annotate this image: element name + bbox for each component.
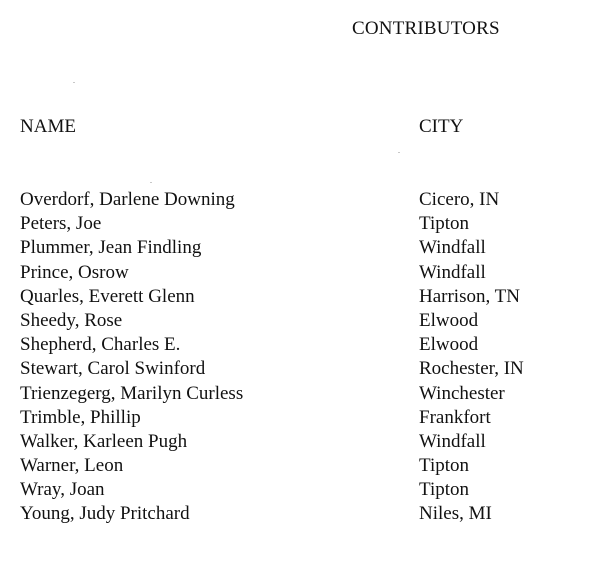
contributor-city: Frankfort <box>419 406 491 428</box>
contributor-name: Stewart, Carol Swinford <box>20 358 206 380</box>
contributor-row <box>0 309 600 333</box>
contributor-row <box>0 188 600 212</box>
contributor-city: Elwood <box>419 309 479 331</box>
contributor-name: Prince, Osrow <box>20 261 129 283</box>
contributor-row <box>0 382 600 406</box>
contributor-row <box>0 333 600 357</box>
scan-speck <box>150 182 152 183</box>
contributor-row <box>0 212 600 236</box>
contributors-list <box>0 188 600 527</box>
contributor-row <box>0 357 600 381</box>
contributor-name: Sheedy, Rose <box>20 309 123 331</box>
contributor-city: Niles, MI <box>419 503 492 525</box>
contributor-row <box>0 478 600 502</box>
contributor-name: Plummer, Jean Findling <box>20 237 202 259</box>
contributor-row <box>0 236 600 260</box>
contributor-row <box>0 454 600 478</box>
contributor-name: Overdorf, Darlene Downing <box>20 189 235 210</box>
contributor-row <box>0 406 600 430</box>
contributor-row <box>0 285 600 309</box>
scan-speck <box>398 152 400 153</box>
contributor-city: Tipton <box>419 479 469 501</box>
contributor-name: Walker, Karleen Pugh <box>20 430 188 452</box>
page-title: CONTRIBUTORS <box>352 18 500 39</box>
contributor-name: Trimble, Phillip <box>20 406 141 428</box>
contributor-city: Elwood <box>419 334 479 356</box>
contributor-name: Young, Judy Pritchard <box>20 503 190 525</box>
contributor-city: Windfall <box>419 237 486 259</box>
contributor-city: Windfall <box>419 430 486 452</box>
contributor-city: Windfall <box>419 261 486 283</box>
contributor-city: Tipton <box>419 455 469 477</box>
contributor-city: Cicero, IN <box>419 189 500 210</box>
contributor-name: Wray, Joan <box>20 479 105 501</box>
contributor-name: Trienzegerg, Marilyn Curless <box>20 382 244 404</box>
contributor-city: Rochester, IN <box>419 358 524 380</box>
contributor-name: Shepherd, Charles E. <box>20 334 181 356</box>
city-column-header: CITY <box>419 116 464 137</box>
contributor-row <box>0 430 600 454</box>
contributor-name: Peters, Joe <box>20 213 102 235</box>
contributor-name: Warner, Leon <box>20 455 124 477</box>
contributor-city: Winchester <box>419 382 505 404</box>
name-column-header: NAME <box>20 116 76 137</box>
scan-speck <box>73 82 75 83</box>
contributor-row <box>0 502 600 526</box>
contributor-name: Quarles, Everett Glenn <box>20 285 195 307</box>
contributor-city: Tipton <box>419 213 469 235</box>
contributor-city: Harrison, TN <box>419 285 520 307</box>
contributor-row <box>0 261 600 285</box>
